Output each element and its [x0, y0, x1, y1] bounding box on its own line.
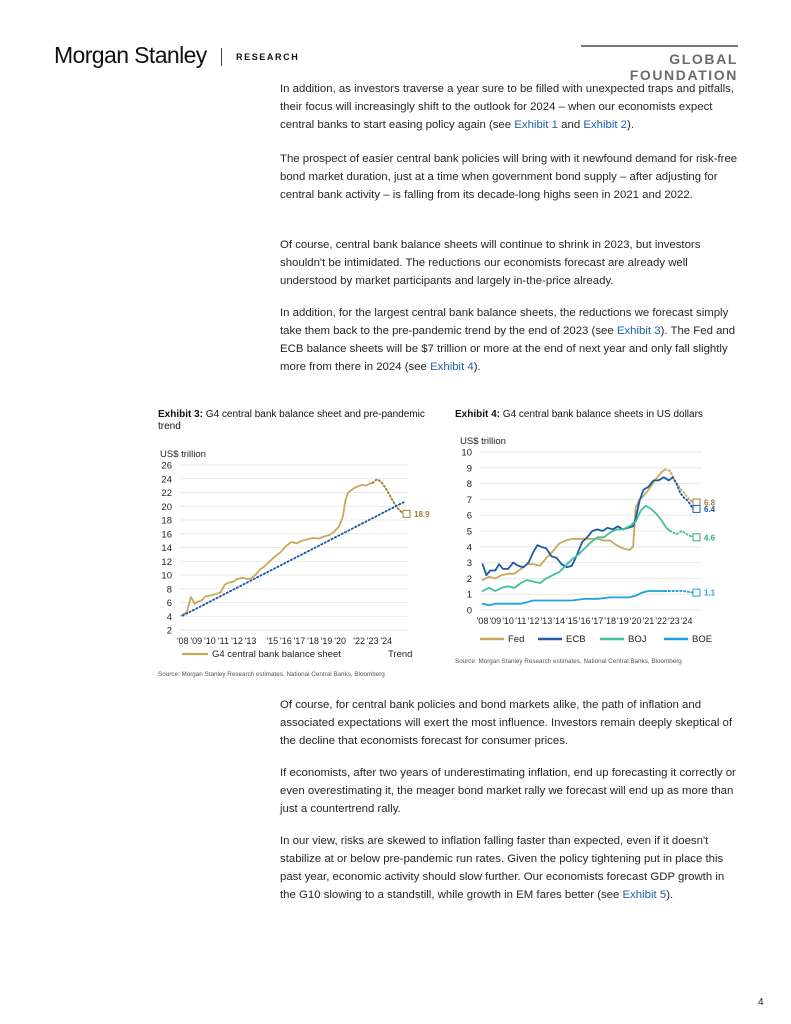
- paragraph-7: In our view, risks are skewed to inflation falling faster than expected, even if it doesn't stabilize at or below pre-pandemic run rates. Given the policy tightening put in place this past year, economic activity should slow further. Our economists forecast GDP growth in the G10 slowing to a standstill, while growth in EM fares better (see Exhibit 5).: [280, 835, 725, 901]
- x-tick-label: '20: [629, 616, 642, 626]
- research-label: RESEARCH: [236, 52, 300, 62]
- y-tick-label: 12: [161, 556, 172, 568]
- x-tick-label: '13: [540, 616, 553, 626]
- y-tick-label: 4: [466, 542, 472, 554]
- y-tick-label: 6: [166, 598, 172, 609]
- x-tick-label: '15: [266, 636, 279, 646]
- x-tick-label: '17: [293, 636, 306, 646]
- y-tick-label: 22: [161, 488, 172, 499]
- exhibit-3-chart: [150, 440, 440, 668]
- y-tick-label: 4: [166, 611, 172, 623]
- legend-label-trend: Trend: [388, 649, 413, 660]
- x-tick-label: '12: [231, 636, 243, 646]
- x-tick-label: '09: [190, 636, 203, 646]
- x-tick-label: '22: [655, 616, 668, 626]
- exhibit-4-chart: [450, 428, 740, 653]
- x-tick-label: '18: [604, 616, 617, 626]
- x-tick-label: '21: [642, 616, 655, 626]
- legend-label-boj: BOJ: [628, 634, 647, 645]
- series-rule: [581, 45, 738, 47]
- y-tick-label: 8: [166, 584, 172, 596]
- header-divider: [221, 48, 222, 66]
- series-line-g4-central-bank-balance-sheet: [181, 483, 372, 616]
- end-value-label: 18.9: [414, 509, 430, 519]
- x-tick-label: '19: [320, 636, 333, 646]
- series-line-fed-forecast: [665, 469, 693, 502]
- x-tick-label: '11: [217, 636, 229, 646]
- x-tick-label: '15: [565, 616, 578, 626]
- legend-label-boe: BOE: [692, 634, 713, 645]
- x-tick-label: '13: [244, 636, 257, 646]
- x-tick-label: '23: [668, 616, 680, 626]
- x-tick-label: '20: [334, 636, 347, 646]
- end-marker: [403, 510, 410, 517]
- end-value-label: 4.6: [704, 533, 716, 543]
- x-tick-label: '12: [527, 616, 540, 626]
- paragraph-5: Of course, for central bank policies and bond markets alike, the path of inflation and associated expectations will exert the most influence. Investors remain deeply skeptical of the decline that economists forecast for consumer prices.: [280, 699, 733, 747]
- paragraph-3: Of course, central bank balance sheets will continue to shrink in 2023, but investors shouldn't be intimidated. The reductions our economists forecast are already well understood by market participants and largely in-the-price already.: [280, 239, 701, 287]
- series-line-boj-forecast: [670, 531, 693, 537]
- exhibit-1-link[interactable]: Exhibit 1: [514, 119, 558, 131]
- y-tick-label: 20: [161, 501, 172, 513]
- exhibit-3-title: Exhibit 3: G4 central bank balance sheet and pre-pandemic trend: [158, 409, 425, 432]
- x-tick-label: '19: [617, 616, 629, 626]
- y-axis-label: US$ trillion: [160, 449, 206, 460]
- exhibit-5-link[interactable]: Exhibit 5: [622, 889, 667, 901]
- legend-label-fed: Fed: [508, 634, 525, 645]
- x-tick-label: '18: [307, 636, 319, 646]
- x-tick-label: '10: [502, 616, 514, 626]
- end-value-label: 1.1: [704, 588, 716, 598]
- x-tick-label: '24: [380, 636, 393, 646]
- y-tick-label: 7: [466, 494, 472, 506]
- y-tick-label: 3: [466, 558, 472, 570]
- x-tick-label: '11: [515, 616, 527, 626]
- x-tick-label: '16: [578, 616, 591, 626]
- y-tick-label: 1: [466, 589, 472, 601]
- end-value-label: 6.8: [704, 498, 716, 508]
- page-number: 4: [758, 997, 764, 1008]
- y-tick-label: 8: [466, 479, 472, 491]
- legend-label-balance-sheet: G4 central bank balance sheet: [212, 649, 341, 660]
- series-line-boe-forecast: [665, 591, 693, 593]
- end-value-label: 6.4: [704, 504, 716, 514]
- exhibit-4-title: Exhibit 4: G4 central bank balance sheets in US dollars: [455, 409, 703, 420]
- y-tick-label: 24: [161, 474, 172, 486]
- exhibit-2-link[interactable]: Exhibit 2: [583, 119, 628, 131]
- series-line-forecast: [373, 479, 404, 513]
- series-line-ecb: [483, 477, 673, 575]
- y-tick-label: 16: [161, 529, 172, 541]
- series-line-trend: [183, 502, 404, 615]
- end-marker: [693, 589, 700, 596]
- x-tick-label: '08: [476, 616, 489, 626]
- x-tick-label: '17: [591, 616, 604, 626]
- y-tick-label: 5: [466, 526, 472, 538]
- y-tick-label: 9: [466, 463, 472, 475]
- end-marker: [693, 534, 700, 541]
- x-tick-label: '10: [203, 636, 216, 646]
- x-tick-label: '24: [680, 616, 693, 626]
- x-tick-label: '23: [366, 636, 379, 646]
- paragraph-2: The prospect of easier central bank policies will bring with it newfound demand for risk-free bond market duration, just at a time when government bond supply – after adjusting for central bank activity – is falling from its decade-long highs seen in 2021 and 2022.: [280, 153, 738, 201]
- y-tick-label: 6: [466, 510, 472, 522]
- exhibit-3-link[interactable]: Exhibit 3: [616, 325, 661, 337]
- y-tick-label: 2: [166, 625, 172, 637]
- legend-label-ecb: ECB: [566, 634, 586, 645]
- exhibit-4-source: Source: Morgan Stanley Research estimates, National Central Banks, Bloomberg: [455, 658, 682, 665]
- paragraph-1: In addition, as investors traverse a year sure to be filled with unexpected traps and pitfalls, their focus will increasingly shift to the outlook for 2024 – when our economists expect central banks to start easing policy again (see Exhibit 1 and Exhibit 2).: [280, 83, 734, 131]
- y-tick-label: 10: [461, 447, 472, 459]
- brand-logo: Morgan Stanley: [54, 42, 207, 68]
- paragraph-4: In addition, for the largest central bank balance sheets, the reductions we forecast simply take them back to the pre-pandemic trend by the end of 2023 (see Exhibit 3). The Fed and ECB balance sheets will be $7 trillion or more at the end of next year and only fall slightly more from there in 2024 (see Exhibit 4).: [280, 307, 736, 373]
- x-tick-label: '22: [353, 636, 366, 646]
- x-tick-label: '16: [279, 636, 292, 646]
- y-tick-label: 18: [161, 515, 172, 527]
- end-marker: [693, 505, 700, 512]
- x-tick-label: '09: [489, 616, 502, 626]
- x-tick-label: '08: [176, 636, 189, 646]
- exhibit-4-link[interactable]: Exhibit 4: [430, 361, 474, 373]
- paragraph-6: If economists, after two years of underestimating inflation, end up forecasting it correctly or even overestimating it, the meager bond market rally we forecast will end up as more than just a countertrend rally.: [280, 767, 736, 815]
- series-title: GLOBAL FOUNDATION: [629, 51, 738, 83]
- y-tick-label: 14: [161, 543, 172, 554]
- y-axis-label: US$ trillion: [460, 436, 506, 447]
- series-line-boe: [483, 591, 665, 605]
- exhibit-3-source: Source: Morgan Stanley Research estimates, National Central Banks, Bloomberg: [158, 671, 385, 678]
- y-tick-label: 10: [161, 570, 172, 582]
- y-tick-label: 2: [466, 573, 472, 585]
- x-tick-label: '14: [553, 616, 565, 626]
- y-tick-label: 26: [161, 460, 172, 472]
- y-tick-label: 0: [466, 605, 472, 617]
